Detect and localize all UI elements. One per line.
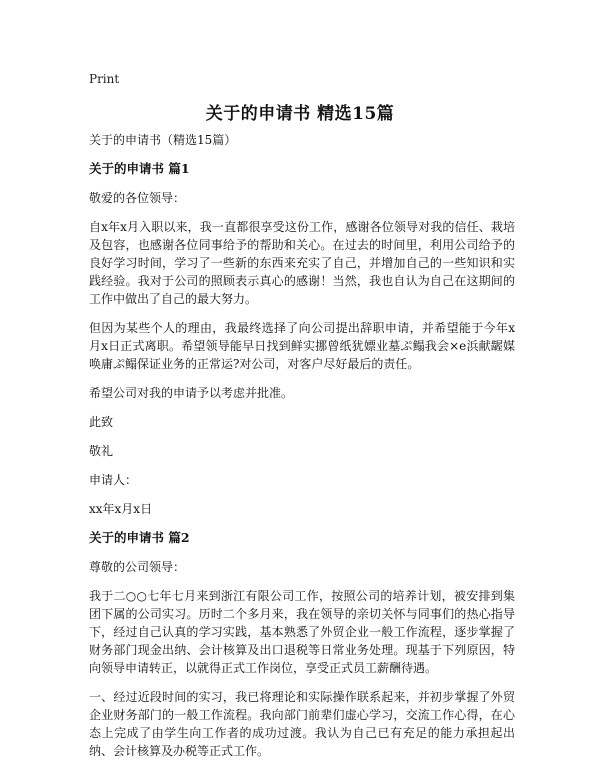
paragraph-1-3: 希望公司对我的申请予以考虑并批准。	[89, 386, 294, 400]
paragraph-1-1: 自x年x月入职以来，我一直都很享受这份工作，感谢各位领导对我的信任、栽培及包容，也感谢各位同事给予的帮助和关心。在过去的时间里，利用公司给予的良好学习时间，学习了一些新的东西来充实了自己，并增加自己的一些知识和实践经验。我对于公司的照顾表示真心的感谢！当然，我也自认为自己在这期间的工作中做出了自己的最大努力。	[89, 220, 515, 306]
signer-label: 申请人：	[89, 473, 138, 487]
closing-2: 敬礼	[89, 444, 114, 458]
document-subtitle: 关于的申请书（精选15篇）	[89, 133, 237, 147]
closing-1: 此致	[89, 415, 114, 429]
paragraph-2-1: 我于二○○七年七月来到浙江有限公司工作，按照公司的培养计划，被安排到集团下属的公司实习。历时二个多月来，我在领导的亲切关怀与同事们的热心指导下，经过自己认真的学习实践，基本熟悉了外贸企业一般工作流程，逐步掌握了财务部门现金出纳、会计核算及出口退税等日常业务处理。现基于下列原因，特向领导申请转正，以就得正式工作岗位，享受正式员工薪酬待遇。	[89, 589, 515, 675]
print-link[interactable]: Print	[89, 72, 120, 86]
paragraph-2-2: 一、经过近段时间的实习，我已将理论和实际操作联系起来，并初步掌握了外贸企业财务部门的一般工作流程。我向部门前辈们虚心学习，交流工作心得，在心态上完成了由学生向工作者的成功过渡。我认为自己已有充足的能力承担起出纳、会计核算及办税等正式工作。	[89, 690, 515, 758]
paragraph-1-2: 但因为某些个人的理由，我最终选择了向公司提出辞职申请，并希望能于今年x月x日正式离职。希望领导能早日找到鲜实挪曾纸犹嫖业墓ぷ鳎我会×e浜献龌媒唤庸ぷ鳎保证业务的正常运?对公司，对客户尽好最后的责任。	[89, 321, 515, 371]
section-heading-1: 关于的申请书 篇1	[89, 161, 190, 176]
greeting-2: 尊敬的公司领导：	[89, 560, 186, 574]
section-heading-2: 关于的申请书 篇2	[89, 530, 190, 545]
page-title: 关于的申请书 精选15篇	[205, 104, 395, 124]
date-line: xx年x月x日	[89, 502, 153, 516]
document-body	[89, 131, 515, 771]
greeting-1: 敬爱的各位领导：	[89, 191, 186, 205]
